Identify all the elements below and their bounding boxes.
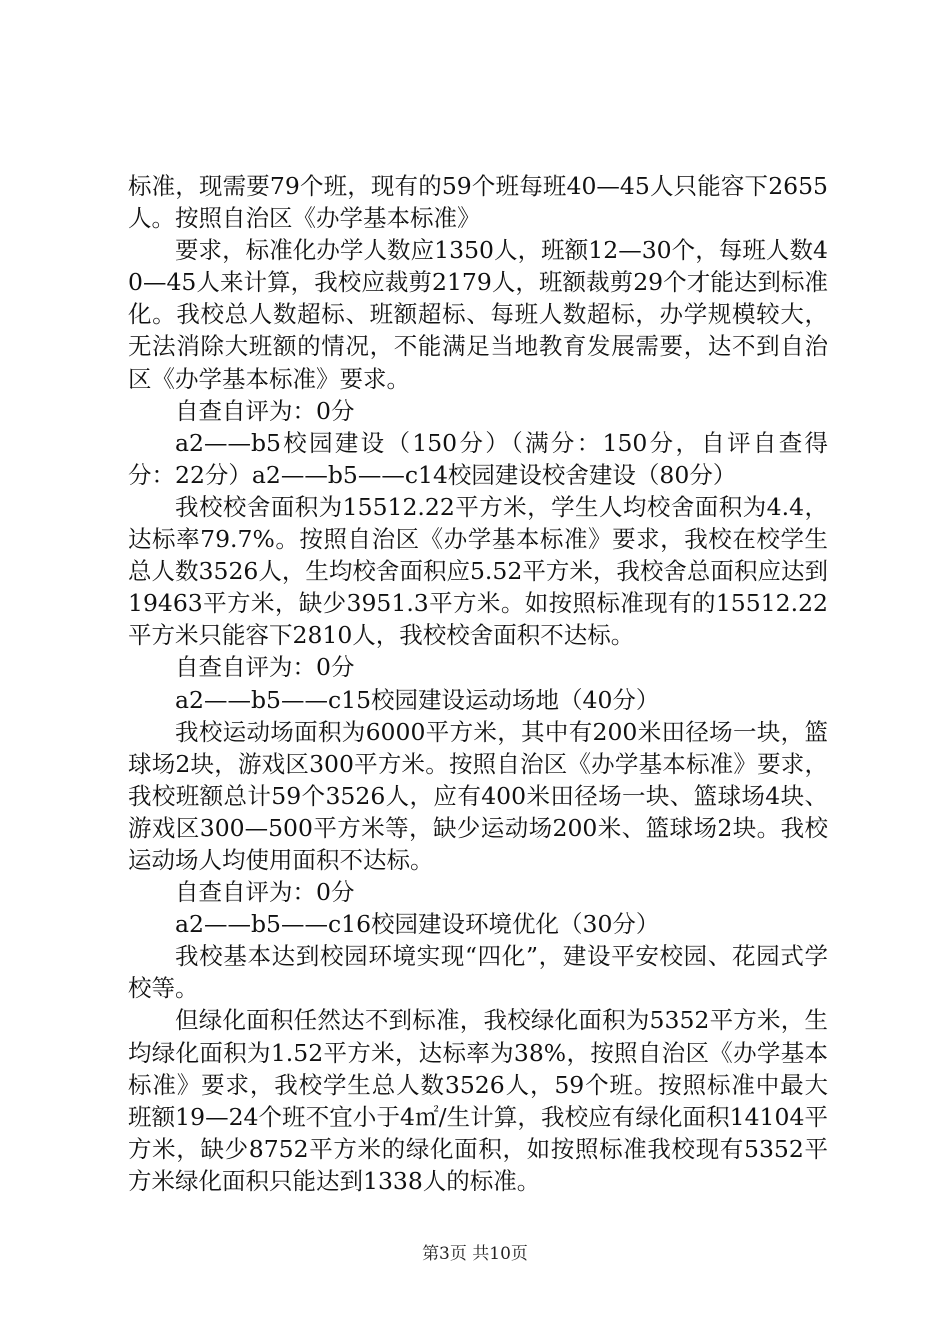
document-body <box>128 170 828 1197</box>
paragraph-building-area: 我校校舍面积为15512.22平方米，学生人均校舍面积为4.4，达标率79.7%。按照自治区《办学基本标准》要求，我校在校学生总人数3526人，生均校舍面积应5.52平方米，我校舍总面积应达到19463平方米，缺少3951.3平方米。如按照标准现有的15512.22平方米只能容下2810人，我校校舍面积不达标。 <box>128 492 828 650</box>
self-score-2: 自查自评为：0分 <box>175 653 355 682</box>
paragraph-1: 标准，现需要79个班，现有的59个班每班40—45人只能容下2655人。按照自治区《办学基本标准》 <box>128 172 828 233</box>
section-heading-c15: a2——b5——c15校园建设运动场地（40分） <box>175 685 660 714</box>
section-heading-b5-c14: a2——b5校园建设（150分）（满分：150分，自评自查得分：22分）a2——b5——c14校园建设校舍建设（80分） <box>128 428 828 489</box>
paragraph-sports-field: 我校运动场面积为6000平方米，其中有200米田径场一块，篮球场2块，游戏区300平方米。按照自治区《办学基本标准》要求，我校班额总计59个3526人，应有400米田径场一块、篮球场4块、游戏区300—500平方米等，缺少运动场200米、篮球场2块。我校运动场人均使用面积不达标。 <box>128 717 828 874</box>
self-score-3: 自查自评为：0分 <box>175 878 355 907</box>
self-score-1: 自查自评为：0分 <box>175 396 355 425</box>
paragraph-greening: 但绿化面积任然达不到标准，我校绿化面积为5352平方米，生均绿化面积为1.52平方米，达标率为38%，按照自治区《办学基本标准》要求，我校学生总人数3526人，59个班。按照标准中最大班额19—24个班不宜小于4㎡/生计算，我校应有绿化面积14104平方米，缺少8752平方米的绿化面积，如按照标准我校现有5352平方米绿化面积只能达到1338人的标准。 <box>128 1006 828 1195</box>
section-heading-c16: a2——b5——c16校园建设环境优化（30分） <box>175 910 660 939</box>
page-footer: 第3页 共10页 <box>422 1244 528 1264</box>
paragraph-2: 要求，标准化办学人数应1350人，班额12—30个，每班人数40—45人来计算，我校应裁剪2179人，班额裁剪29个才能达到标准化。我校总人数超标、班额超标、每班人数超标，办学规模较大，无法消除大班额的情况，不能满足当地教育发展需要，达不到自治区《办学基本标准》要求。 <box>128 236 828 393</box>
paragraph-environment: 我校基本达到校园环境实现“四化”，建设平安校园、花园式学校等。 <box>128 942 828 1003</box>
